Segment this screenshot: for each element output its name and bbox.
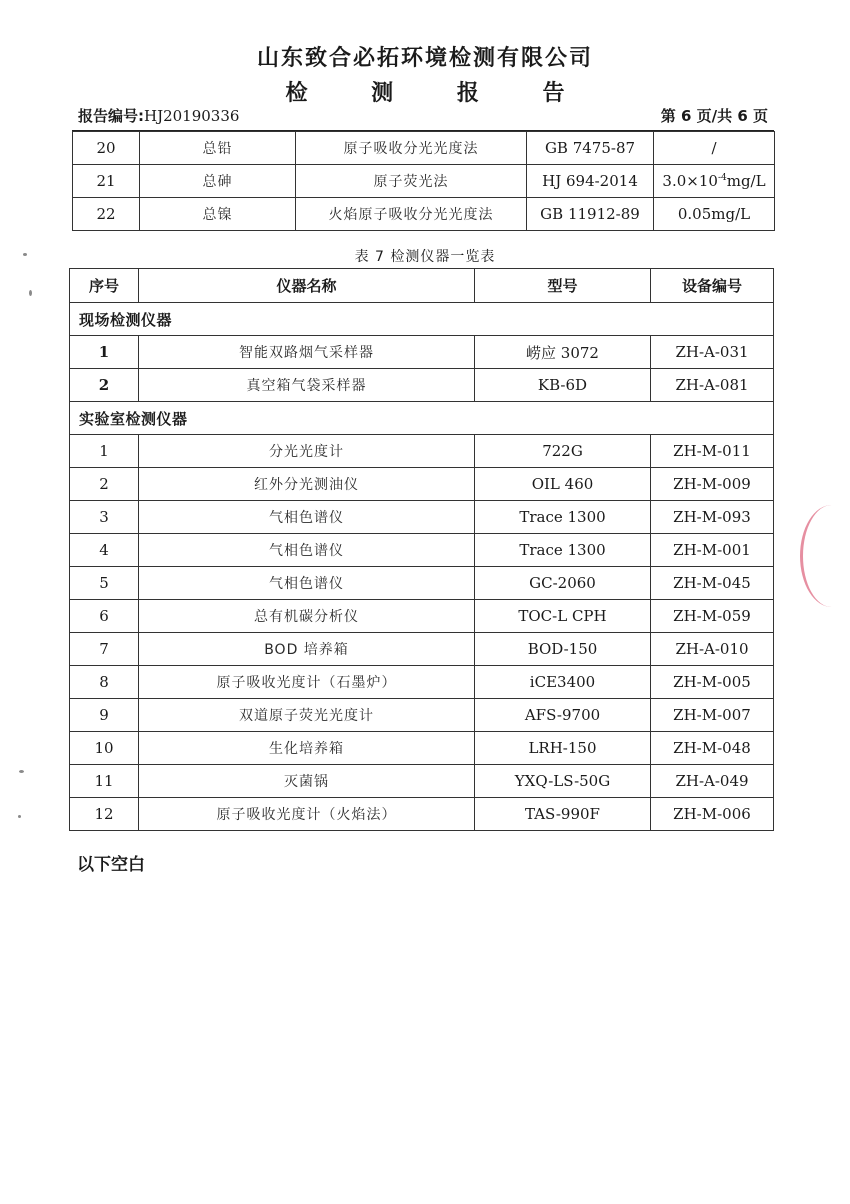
device-id: ZH-M-093 bbox=[651, 501, 774, 534]
device-id: ZH-M-006 bbox=[651, 798, 774, 831]
method-standard: HJ 694-2014 bbox=[527, 165, 654, 198]
report-title: 检 测 报 告 bbox=[285, 81, 593, 106]
test-item: 总镍 bbox=[140, 198, 296, 231]
method-standard: GB 7475-87 bbox=[527, 132, 654, 165]
table-row bbox=[70, 567, 774, 600]
table-row bbox=[70, 633, 774, 666]
seal-stamp-fragment bbox=[800, 505, 850, 607]
instrument-name: 分光光度计 bbox=[139, 435, 475, 468]
instrument-name: 气相色谱仪 bbox=[139, 567, 475, 600]
report-number-label: 报告编号: bbox=[78, 107, 144, 125]
header-instrument-name: 仪器名称 bbox=[139, 269, 475, 303]
company-name: 山东致合必拓环境检测有限公司 bbox=[256, 46, 593, 71]
instrument-name: 双道原子荧光光度计 bbox=[139, 699, 475, 732]
table-caption: 表 7 检测仪器一览表 bbox=[354, 249, 496, 265]
section-row-field bbox=[70, 303, 774, 336]
header-device-id: 设备编号 bbox=[651, 269, 774, 303]
test-item: 总砷 bbox=[140, 165, 296, 198]
device-id: ZH-M-045 bbox=[651, 567, 774, 600]
instrument-model: 722G bbox=[475, 435, 651, 468]
section-title-lab: 实验室检测仪器 bbox=[70, 402, 774, 435]
table-row bbox=[70, 798, 774, 831]
table-row bbox=[70, 765, 774, 798]
table-row bbox=[73, 165, 775, 198]
method-standard: GB 11912-89 bbox=[527, 198, 654, 231]
section-row-lab bbox=[70, 402, 774, 435]
device-id: ZH-M-059 bbox=[651, 600, 774, 633]
instrument-name: BOD 培养箱 bbox=[139, 633, 475, 666]
row-number: 12 bbox=[70, 798, 139, 831]
row-number: 20 bbox=[73, 132, 140, 165]
table-row bbox=[70, 369, 774, 402]
row-number: 9 bbox=[70, 699, 139, 732]
instrument-model: TOC-L CPH bbox=[475, 600, 651, 633]
report-meta bbox=[78, 105, 768, 127]
detection-limit: / bbox=[654, 132, 775, 165]
device-id: ZH-A-049 bbox=[651, 765, 774, 798]
instrument-name: 红外分光测油仪 bbox=[139, 468, 475, 501]
instrument-name: 原子吸收光度计（火焰法） bbox=[139, 798, 475, 831]
instrument-name: 灭菌锅 bbox=[139, 765, 475, 798]
table-row bbox=[73, 198, 775, 231]
row-number: 11 bbox=[70, 765, 139, 798]
instrument-name: 气相色谱仪 bbox=[139, 534, 475, 567]
instrument-name: 智能双路烟气采样器 bbox=[139, 336, 475, 369]
table-row bbox=[73, 132, 775, 165]
device-id: ZH-A-081 bbox=[651, 369, 774, 402]
test-item: 总铅 bbox=[140, 132, 296, 165]
instrument-name: 总有机碳分析仪 bbox=[139, 600, 475, 633]
scan-speck bbox=[29, 290, 32, 296]
limit-exponent: -4 bbox=[717, 173, 727, 183]
device-id: ZH-M-009 bbox=[651, 468, 774, 501]
table-row bbox=[70, 336, 774, 369]
row-number: 4 bbox=[70, 534, 139, 567]
row-number: 3 bbox=[70, 501, 139, 534]
row-number: 5 bbox=[70, 567, 139, 600]
device-id: ZH-A-010 bbox=[651, 633, 774, 666]
instrument-model: YXQ-LS-50G bbox=[475, 765, 651, 798]
instrument-model: AFS-9700 bbox=[475, 699, 651, 732]
table-row bbox=[70, 468, 774, 501]
report-number bbox=[78, 105, 239, 126]
instrument-name: 气相色谱仪 bbox=[139, 501, 475, 534]
instrument-model: Trace 1300 bbox=[475, 534, 651, 567]
device-id: ZH-A-031 bbox=[651, 336, 774, 369]
instrument-model: TAS-990F bbox=[475, 798, 651, 831]
row-number: 1 bbox=[70, 336, 139, 369]
instrument-name: 生化培养箱 bbox=[139, 732, 475, 765]
instrument-model: Trace 1300 bbox=[475, 501, 651, 534]
row-number: 10 bbox=[70, 732, 139, 765]
instrument-name: 原子吸收光度计（石墨炉） bbox=[139, 666, 475, 699]
device-id: ZH-M-005 bbox=[651, 666, 774, 699]
device-id: ZH-M-001 bbox=[651, 534, 774, 567]
instrument-name: 真空箱气袋采样器 bbox=[139, 369, 475, 402]
instrument-model: GC-2060 bbox=[475, 567, 651, 600]
instruments-table bbox=[69, 268, 774, 831]
scan-speck bbox=[23, 253, 27, 256]
detection-limit: 0.05mg/L bbox=[654, 198, 775, 231]
instrument-model: iCE3400 bbox=[475, 666, 651, 699]
limit-unit: mg/L bbox=[726, 172, 766, 190]
table-row bbox=[70, 600, 774, 633]
row-number: 7 bbox=[70, 633, 139, 666]
row-number: 6 bbox=[70, 600, 139, 633]
table-row bbox=[70, 534, 774, 567]
detection-limit bbox=[654, 165, 775, 198]
row-number: 1 bbox=[70, 435, 139, 468]
row-number: 21 bbox=[73, 165, 140, 198]
test-method: 原子吸收分光光度法 bbox=[296, 132, 527, 165]
page-indicator: 第 6 页/共 6 页 bbox=[660, 107, 768, 125]
instrument-model: LRH-150 bbox=[475, 732, 651, 765]
scan-speck bbox=[18, 815, 21, 818]
header-number: 序号 bbox=[70, 269, 139, 303]
section-title-field: 现场检测仪器 bbox=[70, 303, 774, 336]
instrument-model: BOD-150 bbox=[475, 633, 651, 666]
header-model: 型号 bbox=[475, 269, 651, 303]
methods-table bbox=[72, 131, 775, 231]
row-number: 2 bbox=[70, 468, 139, 501]
row-number: 22 bbox=[73, 198, 140, 231]
instrument-model: 崂应 3072 bbox=[475, 336, 651, 369]
device-id: ZH-M-011 bbox=[651, 435, 774, 468]
instrument-model: KB-6D bbox=[475, 369, 651, 402]
table-row bbox=[70, 501, 774, 534]
report-number-value: HJ20190336 bbox=[144, 107, 240, 125]
table-row bbox=[70, 732, 774, 765]
row-number: 2 bbox=[70, 369, 139, 402]
scan-speck bbox=[19, 770, 24, 773]
table-row bbox=[70, 666, 774, 699]
table-row bbox=[70, 435, 774, 468]
test-method: 原子荧光法 bbox=[296, 165, 527, 198]
table-row bbox=[70, 699, 774, 732]
end-of-content-note: 以下空白 bbox=[77, 855, 145, 875]
instrument-model: OIL 460 bbox=[475, 468, 651, 501]
limit-base: 3.0×10 bbox=[662, 172, 718, 190]
device-id: ZH-M-048 bbox=[651, 732, 774, 765]
test-method: 火焰原子吸收分光光度法 bbox=[296, 198, 527, 231]
device-id: ZH-M-007 bbox=[651, 699, 774, 732]
table-header-row bbox=[70, 269, 774, 303]
row-number: 8 bbox=[70, 666, 139, 699]
